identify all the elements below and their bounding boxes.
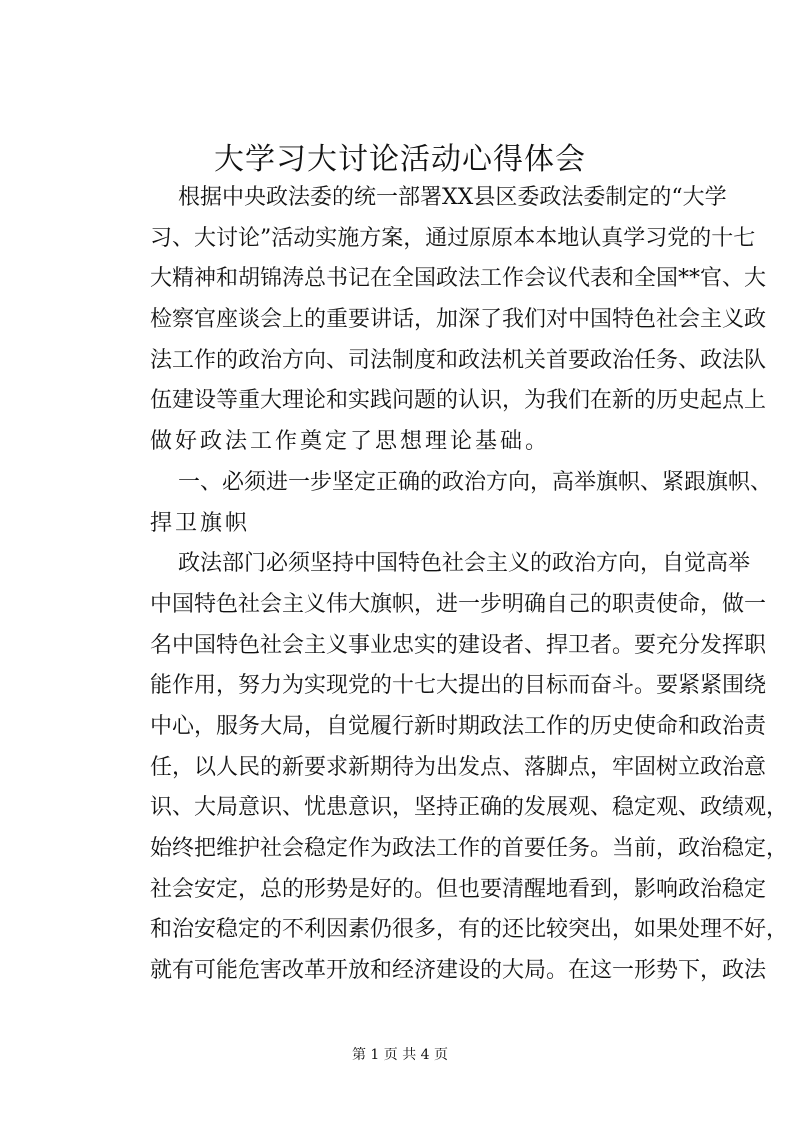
text-line: 政法部门必须坚持中国特色社会主义的政治方向，自觉高举 <box>178 551 751 577</box>
document-body <box>150 178 789 992</box>
text-line: 任，以人民的新要求新期待为出发点、落脚点，牢固树立政治意 <box>150 754 767 780</box>
text-line: 能作用，努力为实现党的十七大提出的目标而奋斗。要紧紧围绕 <box>150 673 767 699</box>
document-title: 大学习大讨论活动心得体会 <box>214 142 586 177</box>
text-line: 大精神和胡锦涛总书记在全国政法工作会议代表和全国**官、大 <box>150 266 767 292</box>
text-line: 始终把维护社会稳定作为政法工作的首要任务。当前，政治稳定， <box>150 836 789 861</box>
text-line: 中国特色社会主义伟大旗帜，进一步明确自己的职责使命，做一 <box>150 591 767 617</box>
text-line: 名中国特色社会主义事业忠实的建设者、捍卫者。要充分发挥职 <box>150 632 767 658</box>
text-line: 习、大讨论”活动实施方案，通过原原本本地认真学习党的十七 <box>150 225 756 251</box>
text-line: 和治安稳定的不利因素仍很多，有的还比较突出，如果处理不好， <box>150 917 789 943</box>
text-line: 检察官座谈会上的重要讲话，加深了我们对中国特色社会主义政 <box>150 307 767 333</box>
text-line: 根据中央政法委的统一部署XX县区委政法委制定的“大学 <box>178 185 727 210</box>
text-line: 社会安定，总的形势是好的。但也要清醒地看到，影响政治稳定 <box>150 876 767 902</box>
text-line: 伍建设等重大理论和实践问题的认识，为我们在新的历史起点上 <box>150 388 767 414</box>
section-heading-line: 捍卫旗帜 <box>150 510 251 536</box>
text-line: 做好政法工作奠定了思想理论基础。 <box>150 429 551 455</box>
section-heading-line: 一、必须进一步坚定正确的政治方向，高举旗帜、紧跟旗帜、 <box>178 469 773 495</box>
text-line: 识、大局意识、忧患意识，坚持正确的发展观、稳定观、政绩观， <box>150 795 789 821</box>
page-number-footer: 第 1 页 共 4 页 <box>351 1047 449 1063</box>
text-line: 中心，服务大局，自觉履行新时期政法工作的历史使命和政治责 <box>150 713 767 739</box>
text-line: 法工作的政治方向、司法制度和政法机关首要政治任务、政法队 <box>150 347 767 373</box>
text-line: 就有可能危害改革开放和经济建设的大局。在这一形势下，政法 <box>150 958 767 984</box>
